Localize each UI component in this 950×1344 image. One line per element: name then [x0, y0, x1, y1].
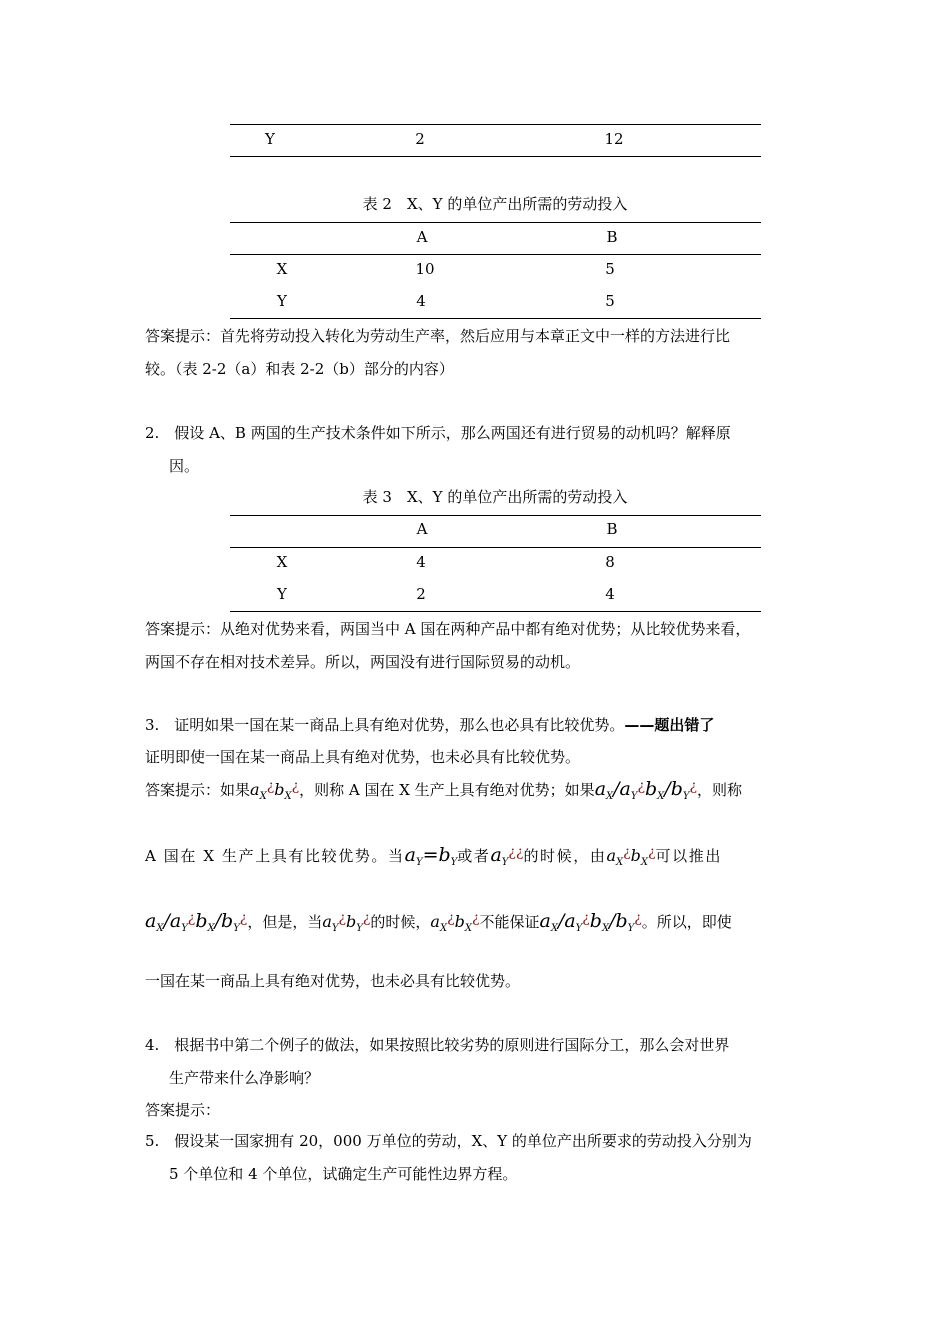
q2-line1: 2. 假设 A、B 两国的生产技术条件如下所示，那么两国还有进行贸易的动机吗？解释原 [145, 424, 731, 442]
table2-row-x-a: 10 [415, 260, 435, 278]
table3-row-y-a: 2 [416, 585, 426, 603]
table1-cell-label: Y [265, 130, 275, 148]
formula-ratio-compare-3: $a_X/a_Y^¿b_X/b_Y^¿$ [539, 910, 642, 934]
answer3-can-infer: 可以推出 [655, 847, 722, 865]
table3-top-rule [230, 515, 761, 516]
q5-line1: 5. 假设某一国家拥有 20，000 万单位的劳动，X、Y 的单位产出所要求的劳动投入分别为 [145, 1132, 752, 1150]
table3-header-b: B [606, 520, 618, 538]
answer2-line2: 两国不存在相对技术差异。所以，两国没有进行国际贸易的动机。 [145, 653, 581, 671]
formula-ax-gt-bx: $a_X¿b_X¿$ [250, 778, 300, 802]
answer3-at-time: 的时候， [370, 913, 431, 931]
answer1-line1: 答案提示：首先将劳动投入转化为劳动生产率，然后应用与本章正文中一样的方法进行比 [145, 327, 731, 345]
answer3-so-even-if: 。所以，即使 [641, 913, 732, 931]
formula-ay-eq-by: $a_Y=b_Y$ [404, 844, 458, 868]
answer3-but: ，但是，当 [247, 913, 323, 931]
answer3-then-called: ，则称 [697, 781, 743, 799]
table3-header-a: A [416, 520, 428, 538]
q4-line2: 生产带来什么净影响？ [169, 1069, 320, 1087]
answer3-cannot-guarantee: 不能保证 [479, 913, 540, 931]
q3-line2: 证明即使一国在某一商品上具有绝对优势，也未必具有比较优势。 [145, 748, 581, 766]
answer3-prefix: 答案提示：如果 [145, 781, 251, 799]
table3-caption: 表 3 X、Y 的单位产出所需的劳动投入 [362, 488, 628, 506]
table3-header-rule [230, 547, 761, 548]
q5-line2: 5 个单位和 4 个单位，试确定生产可能性边界方程。 [169, 1165, 518, 1183]
q3-error-note: ——题出错了 [624, 716, 715, 734]
table2-row-x-b: 5 [605, 260, 615, 278]
table2-row-y-label: Y [277, 292, 287, 310]
answer3-comparative-text: A 国在 X 生产上具有比较优势。当 [145, 847, 405, 865]
answer3-line4: 一国在某一商品上具有绝对优势，也未必具有比较优势。 [145, 972, 521, 990]
answer3-absolute-text: ，则称 A 国在 X 生产上具有绝对优势；如果 [299, 781, 595, 799]
table1-top-rule [230, 124, 761, 125]
table2-bottom-rule [230, 318, 761, 319]
table3-bottom-rule [230, 611, 761, 612]
q3-question: 3. 证明如果一国在某一商品上具有绝对优势，那么也必具有比较优势。 [145, 716, 625, 734]
q4-answer: 答案提示： [145, 1101, 221, 1119]
table2-row-x-label: X [276, 260, 288, 278]
table3-row-x-b: 8 [605, 553, 615, 571]
table2-header-rule [230, 254, 761, 255]
table2-caption: 表 2 X、Y 的单位产出所需的劳动投入 [362, 195, 628, 213]
answer3-when: 的时候，由 [523, 847, 607, 865]
formula-ax-gt-bx-2: $a_X¿b_X¿$ [606, 844, 656, 868]
answer3-line3 [145, 910, 732, 934]
answer1-line2: 较。（表 2-2（a）和表 2-2（b）部分的内容） [145, 360, 454, 378]
answer3-line2 [145, 844, 722, 868]
table3-row-x-a: 4 [416, 553, 426, 571]
formula-ax-gt-bx-3: $a_X¿b_X¿$ [430, 910, 480, 934]
q3-line1 [145, 714, 714, 735]
answer3-or: 或者 [457, 847, 491, 865]
formula-ratio-compare-1: $a_X/a_Y^¿b_X/b_Y^¿$ [594, 778, 697, 802]
table2-row-y-b: 5 [605, 292, 615, 310]
answer3-line1 [145, 778, 742, 802]
table1-cell-a: 2 [415, 130, 425, 148]
table3-row-y-b: 4 [605, 585, 615, 603]
formula-ratio-compare-2: $a_X/a_Y^¿b_X/b_Y^¿$ [145, 910, 248, 934]
answer2-line1: 答案提示：从绝对优势来看，两国当中 A 国在两种产品中都有绝对优势；从比较优势来看， [145, 620, 751, 638]
table1-bottom-rule [230, 156, 761, 157]
table2-top-rule [230, 222, 761, 223]
formula-ay-gt-by: $a_Y¿b_Y¿$ [322, 910, 371, 934]
table3-row-y-label: Y [277, 585, 287, 603]
table1-cell-b: 12 [604, 130, 624, 148]
q2-line2: 因。 [169, 457, 200, 475]
q4-line1: 4. 根据书中第二个例子的做法，如果按照比较劣势的原则进行国际分工，那么会对世界 [145, 1036, 730, 1054]
table3-row-x-label: X [276, 553, 288, 571]
table2-header-b: B [606, 228, 618, 246]
table2-header-a: A [416, 228, 428, 246]
table2-row-y-a: 4 [416, 292, 426, 310]
formula-ay-garbled: $a_Y^{¿¿}$ [490, 844, 524, 868]
